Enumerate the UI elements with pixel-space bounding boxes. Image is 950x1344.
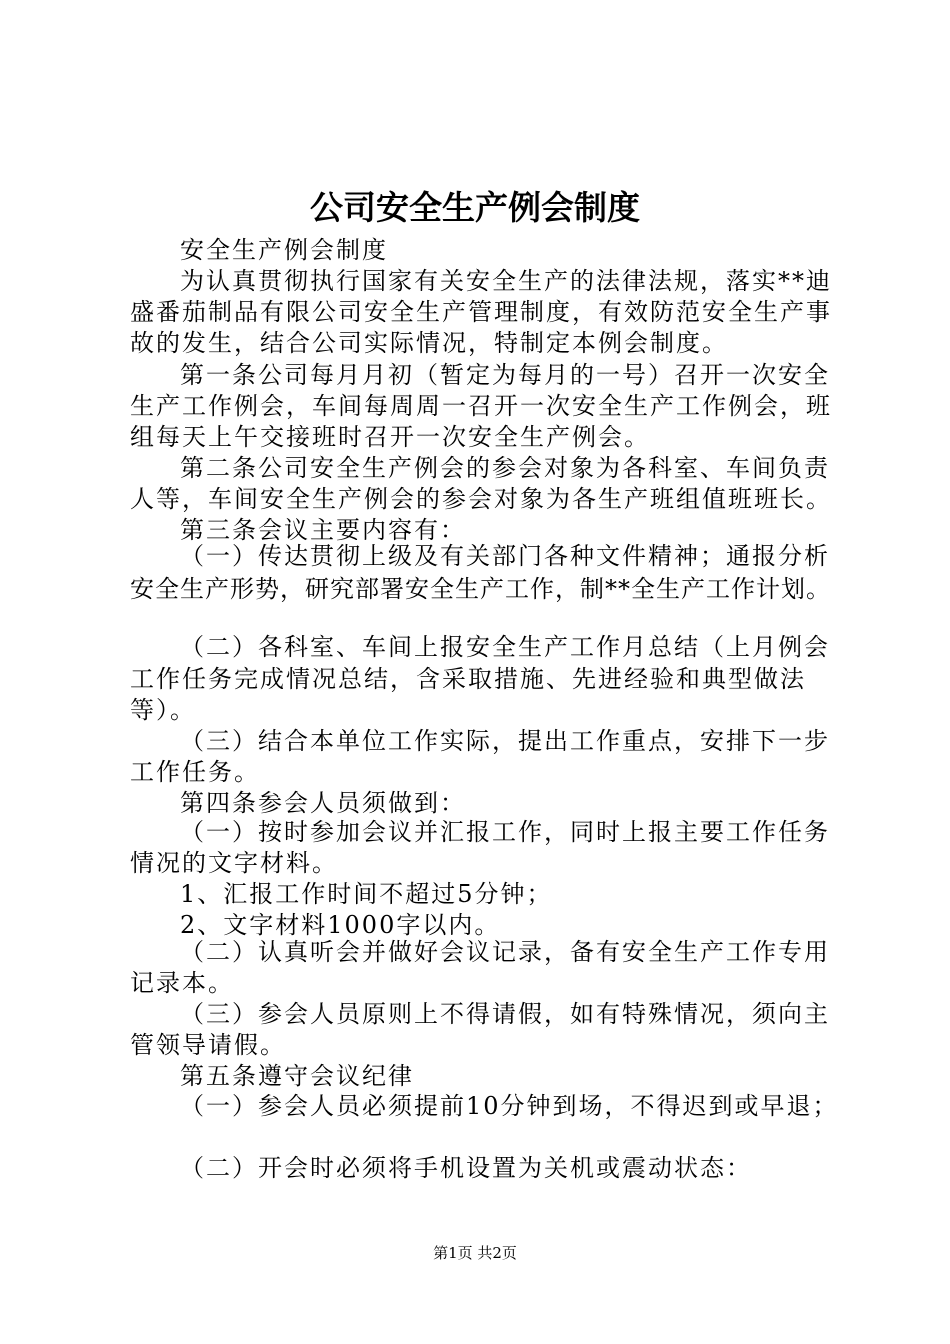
text-line: （一）按时参加会议并汇报工作，同时上报主要工作任务 (180, 818, 830, 846)
text-line: 管领导请假。 (130, 1031, 286, 1059)
text-line: （三）结合本单位工作实际，提出工作重点，安排下一步 (180, 727, 830, 755)
text-line: 生产工作例会，车间每周周一召开一次安全生产工作例会，班 (130, 392, 832, 420)
text-line: 安全生产形势，研究部署安全生产工作，制**全生产工作计划。 (130, 575, 831, 603)
text-line: （二）开会时必须将手机设置为关机或震动状态： (180, 1154, 752, 1182)
text-line: （二）认真听会并做好会议记录，备有安全生产工作专用 (180, 938, 830, 966)
text-line: 1、汇报工作时间不超过5分钟； (180, 880, 553, 908)
text-line: （二）各科室、车间上报安全生产工作月总结（上月例会 (180, 633, 830, 661)
text-line: 工作任务。 (130, 758, 260, 786)
text-line: 第三条会议主要内容有： (180, 516, 466, 544)
text-line: 第五条遵守会议纪律 (180, 1062, 414, 1090)
text-line: 组每天上午交接班时召开一次安全生产例会。 (130, 423, 650, 451)
text-line: 记录本。 (130, 969, 234, 997)
text-line: 人等，车间安全生产例会的参会对象为各生产班组值班班长。 (130, 485, 832, 513)
text-line: 工作任务完成情况总结，含采取措施、先进经验和典型做法 (130, 665, 806, 693)
text-line: 第四条参会人员须做到： (180, 789, 466, 817)
text-line: 安全生产例会制度 (180, 236, 388, 264)
text-line: （一）参会人员必须提前10分钟到场，不得迟到或早退； (180, 1092, 839, 1120)
text-line: 故的发生，结合公司实际情况，特制定本例会制度。 (130, 329, 728, 357)
text-line: 情况的文字材料。 (130, 849, 338, 877)
text-line: 盛番茄制品有限公司安全生产管理制度，有效防范安全生产事 (130, 298, 832, 326)
text-line: 为认真贯彻执行国家有关安全生产的法律法规，落实**迪 (180, 267, 832, 295)
page-number: 第1页 共2页 (433, 1244, 517, 1262)
text-line: （一）传达贯彻上级及有关部门各种文件精神；通报分析 (180, 542, 830, 570)
text-line: 等）。 (130, 696, 196, 724)
text-line: 第二条公司安全生产例会的参会对象为各科室、车间负责 (180, 454, 830, 482)
text-line: 2、文字材料1000字以内。 (180, 911, 501, 939)
text-line: 第一条公司每月月初（暂定为每月的一号）召开一次安全 (180, 361, 830, 389)
text-line: （三）参会人员原则上不得请假，如有特殊情况，须向主 (180, 1000, 830, 1028)
document-title: 公司安全生产例会制度 (310, 188, 640, 227)
